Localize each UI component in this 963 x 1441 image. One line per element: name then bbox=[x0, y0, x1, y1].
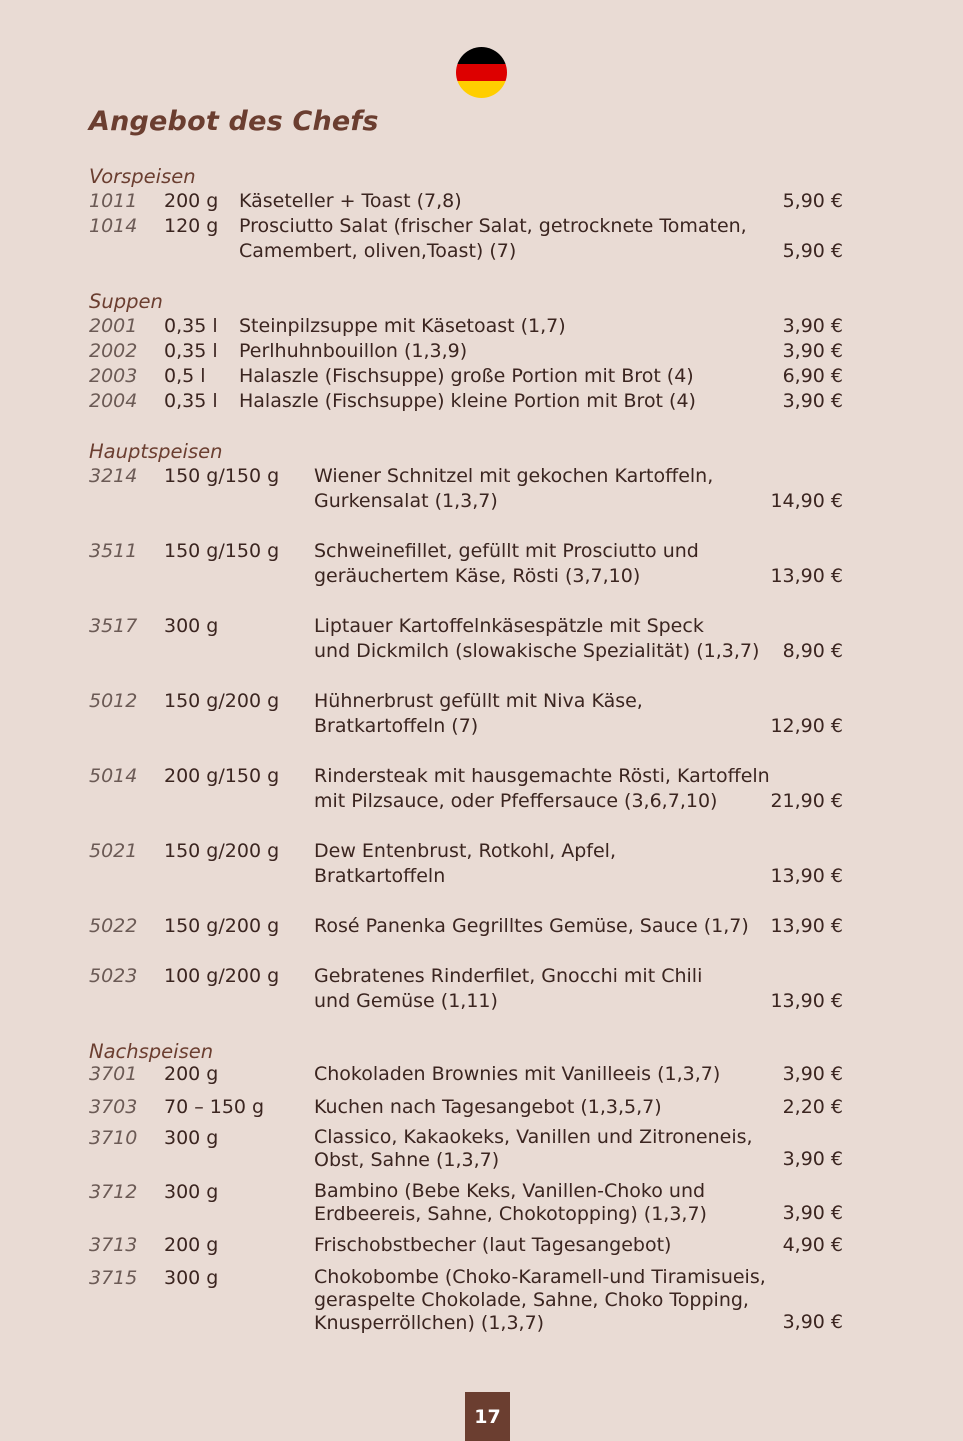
page-title: Angebot des Chefs bbox=[89, 106, 379, 137]
german-flag-icon bbox=[456, 47, 507, 98]
section-suppen bbox=[89, 289, 843, 414]
item-price: 4,90 € bbox=[782, 1234, 843, 1256]
item-weight: 200 g/150 g bbox=[164, 765, 280, 787]
item-code: 3703 bbox=[89, 1096, 138, 1118]
item-code: 5014 bbox=[89, 765, 138, 787]
item-weight: 300 g bbox=[164, 1181, 219, 1203]
item-price: 13,90 € bbox=[770, 865, 843, 887]
item-weight: 150 g/200 g bbox=[164, 840, 280, 862]
item-code: 5023 bbox=[89, 965, 138, 987]
item-weight: 70 – 150 g bbox=[164, 1096, 265, 1118]
item-weight: 200 g bbox=[164, 1063, 219, 1085]
item-description: Steinpilzsuppe mit Käsetoast (1,7) bbox=[239, 315, 566, 337]
item-description: Rindersteak mit hausgemachte Rösti, Kartoffeln bbox=[314, 765, 770, 787]
item-code: 3710 bbox=[89, 1127, 138, 1149]
item-description: Classico, Kakaokeks, Vanillen und Zitroneneis, bbox=[314, 1126, 753, 1148]
item-description: Bratkartoffeln bbox=[314, 865, 446, 887]
page-number: 17 bbox=[465, 1392, 510, 1441]
menu-item bbox=[89, 614, 843, 664]
menu-item bbox=[89, 1266, 843, 1335]
item-weight: 150 g/150 g bbox=[164, 540, 280, 562]
item-description: Käseteller + Toast (7,8) bbox=[239, 190, 462, 212]
item-code: 5021 bbox=[89, 840, 138, 862]
section-title: Suppen bbox=[89, 290, 163, 313]
item-price: 21,90 € bbox=[770, 790, 843, 812]
item-description: Gurkensalat (1,3,7) bbox=[314, 490, 498, 512]
item-weight: 200 g bbox=[164, 1234, 219, 1256]
item-code: 3511 bbox=[89, 540, 138, 562]
item-code: 2003 bbox=[89, 365, 138, 387]
item-weight: 0,5 l bbox=[164, 365, 206, 387]
item-description: und Dickmilch (slowakische Spezialität) (1,3,7) bbox=[314, 640, 760, 662]
item-price: 8,90 € bbox=[782, 640, 843, 662]
menu-item bbox=[89, 964, 843, 1014]
menu-item bbox=[89, 1233, 843, 1258]
menu-item bbox=[89, 539, 843, 589]
item-description: Chokoladen Brownies mit Vanilleeis (1,3,7) bbox=[314, 1063, 721, 1085]
item-description: Rosé Panenka Gegrilltes Gemüse, Sauce (1,7) bbox=[314, 915, 749, 937]
menu-item bbox=[89, 914, 843, 939]
item-description: mit Pilzsauce, oder Pfeffersauce (3,6,7,10) bbox=[314, 790, 718, 812]
item-code: 3517 bbox=[89, 615, 138, 637]
item-description: Prosciutto Salat (frischer Salat, getrocknete Tomaten, bbox=[239, 215, 747, 237]
item-price: 3,90 € bbox=[782, 315, 843, 337]
item-price: 3,90 € bbox=[782, 1148, 843, 1170]
item-description: Liptauer Kartoffelnkäsespätzle mit Speck bbox=[314, 615, 704, 637]
item-description: Erdbeereis, Sahne, Chokotopping) (1,3,7) bbox=[314, 1203, 707, 1225]
item-code: 3701 bbox=[89, 1063, 138, 1085]
menu-item bbox=[89, 839, 843, 889]
item-weight: 0,35 l bbox=[164, 340, 218, 362]
item-price: 3,90 € bbox=[782, 1063, 843, 1085]
item-description: Hühnerbrust gefüllt mit Niva Käse, bbox=[314, 690, 643, 712]
item-code: 3713 bbox=[89, 1234, 138, 1256]
item-description: Kuchen nach Tagesangebot (1,3,5,7) bbox=[314, 1096, 662, 1118]
item-weight: 300 g bbox=[164, 1127, 219, 1149]
item-code: 3715 bbox=[89, 1267, 138, 1289]
item-code: 2001 bbox=[89, 315, 138, 337]
item-description: Halaszle (Fischsuppe) kleine Portion mit Brot (4) bbox=[239, 390, 696, 412]
item-weight: 150 g/200 g bbox=[164, 690, 280, 712]
item-code: 2004 bbox=[89, 390, 138, 412]
item-description: Chokobombe (Choko-Karamell-und Tiramisueis, bbox=[314, 1266, 766, 1288]
item-code: 2002 bbox=[89, 340, 138, 362]
menu-item bbox=[89, 764, 843, 814]
menu-item bbox=[89, 1126, 843, 1172]
section-title: Nachspeisen bbox=[89, 1040, 214, 1063]
item-description: Camembert, oliven,Toast) (7) bbox=[239, 240, 517, 262]
item-code: 3214 bbox=[89, 465, 138, 487]
item-weight: 100 g/200 g bbox=[164, 965, 280, 987]
item-code: 5022 bbox=[89, 915, 138, 937]
item-description: Dew Entenbrust, Rotkohl, Apfel, bbox=[314, 840, 616, 862]
section-title: Vorspeisen bbox=[89, 165, 196, 188]
item-description: Bambino (Bebe Keks, Vanillen-Choko und bbox=[314, 1180, 706, 1202]
item-description: und Gemüse (1,11) bbox=[314, 990, 498, 1012]
item-weight: 0,35 l bbox=[164, 315, 218, 337]
item-weight: 200 g bbox=[164, 190, 219, 212]
menu-item bbox=[89, 189, 843, 214]
item-weight: 300 g bbox=[164, 615, 219, 637]
item-price: 13,90 € bbox=[770, 565, 843, 587]
menu-item bbox=[89, 364, 843, 389]
item-description: Wiener Schnitzel mit gekochen Kartoffeln, bbox=[314, 465, 714, 487]
menu-item bbox=[89, 1095, 843, 1120]
item-code: 1011 bbox=[89, 190, 138, 212]
item-description: Schweinefillet, gefüllt mit Prosciutto und bbox=[314, 540, 699, 562]
item-weight: 150 g/200 g bbox=[164, 915, 280, 937]
menu-item bbox=[89, 464, 843, 514]
item-description: Obst, Sahne (1,3,7) bbox=[314, 1149, 500, 1171]
menu-item bbox=[89, 214, 843, 264]
item-price: 2,20 € bbox=[782, 1096, 843, 1118]
section-vorspeisen bbox=[89, 164, 843, 264]
item-description: Gebratenes Rinderfilet, Gnocchi mit Chili bbox=[314, 965, 703, 987]
menu-item bbox=[89, 1062, 843, 1087]
item-price: 5,90 € bbox=[782, 190, 843, 212]
item-price: 5,90 € bbox=[782, 240, 843, 262]
item-price: 12,90 € bbox=[770, 715, 843, 737]
menu-item bbox=[89, 689, 843, 739]
item-price: 3,90 € bbox=[782, 340, 843, 362]
menu-item bbox=[89, 339, 843, 364]
item-weight: 300 g bbox=[164, 1267, 219, 1289]
section-hauptspeisen bbox=[89, 439, 843, 1014]
item-code: 5012 bbox=[89, 690, 138, 712]
menu-item bbox=[89, 1180, 843, 1226]
item-description: geraspelte Chokolade, Sahne, Choko Topping, bbox=[314, 1289, 749, 1311]
item-description: Halaszle (Fischsuppe) große Portion mit Brot (4) bbox=[239, 365, 694, 387]
item-price: 3,90 € bbox=[782, 390, 843, 412]
item-weight: 150 g/150 g bbox=[164, 465, 280, 487]
item-description: geräuchertem Käse, Rösti (3,7,10) bbox=[314, 565, 641, 587]
item-price: 3,90 € bbox=[782, 1311, 843, 1333]
item-description: Knusperröllchen) (1,3,7) bbox=[314, 1312, 545, 1334]
item-description: Frischobstbecher (laut Tagesangebot) bbox=[314, 1234, 672, 1256]
item-price: 6,90 € bbox=[782, 365, 843, 387]
item-description: Bratkartoffeln (7) bbox=[314, 715, 479, 737]
item-description: Perlhuhnbouillon (1,3,9) bbox=[239, 340, 468, 362]
item-price: 3,90 € bbox=[782, 1202, 843, 1224]
item-weight: 0,35 l bbox=[164, 390, 218, 412]
item-weight: 120 g bbox=[164, 215, 219, 237]
item-code: 3712 bbox=[89, 1181, 138, 1203]
section-nachspeisen bbox=[89, 1039, 843, 1335]
item-price: 13,90 € bbox=[770, 990, 843, 1012]
menu-item bbox=[89, 314, 843, 339]
item-price: 13,90 € bbox=[770, 915, 843, 937]
menu-item bbox=[89, 389, 843, 414]
item-code: 1014 bbox=[89, 215, 138, 237]
item-price: 14,90 € bbox=[770, 490, 843, 512]
section-title: Hauptspeisen bbox=[89, 440, 223, 463]
